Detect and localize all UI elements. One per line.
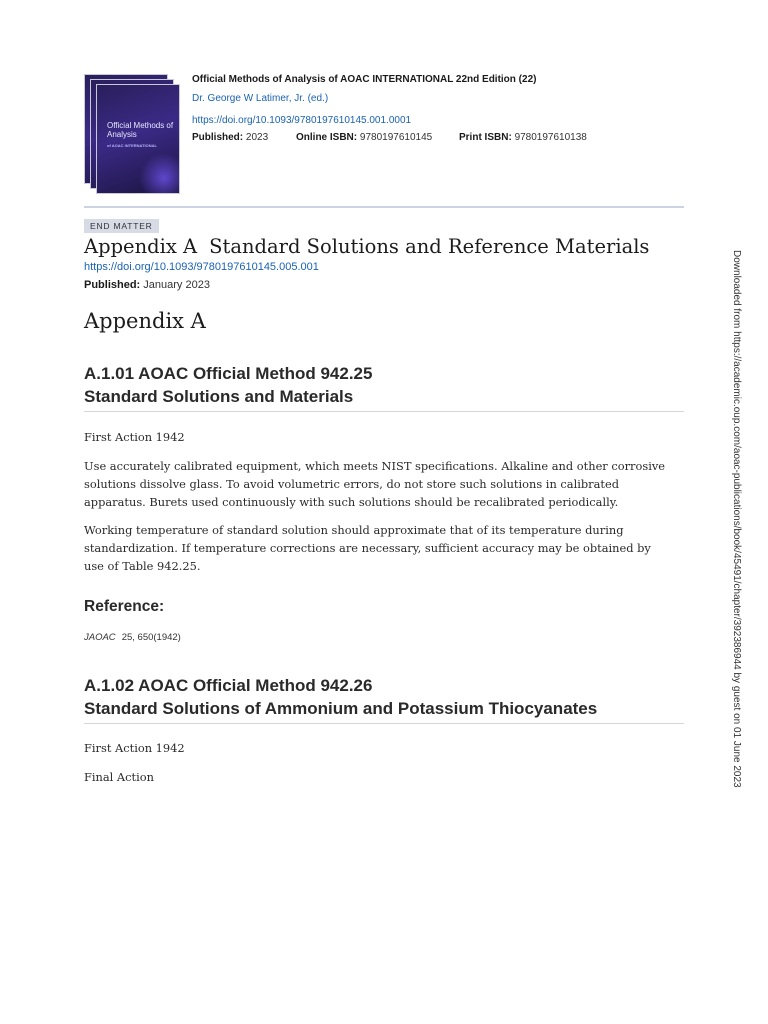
chapter-label: Appendix A <box>84 235 198 258</box>
book-header <box>84 72 684 190</box>
header-divider <box>84 206 684 208</box>
method-942-26-divider <box>84 723 684 724</box>
book-published <box>192 131 296 145</box>
online-isbn <box>296 131 459 145</box>
method-942-26-title: Standard Solutions of Ammonium and Potassium Thiocyanates <box>84 699 598 718</box>
book-publication-info <box>192 131 587 145</box>
method-942-26-first-action: First Action 1942 <box>84 741 185 755</box>
print-isbn-value: 9780197610138 <box>514 132 587 143</box>
online-isbn-value: 9780197610145 <box>359 132 433 143</box>
chapter-published <box>84 279 210 291</box>
method-942-25-number: A.1.01 AOAC Official Method 942.25 <box>84 364 373 383</box>
method-942-25-divider <box>84 411 684 412</box>
chapter-title <box>84 233 649 261</box>
section-badge: END MATTER <box>84 219 159 233</box>
published-label: Published: <box>192 132 244 143</box>
reference-heading: Reference: <box>84 598 165 615</box>
download-watermark-text: Downloaded from https://academic.oup.com/aoac-publications/book/45491/chapter/392386944 by guest on 01 June 2023 <box>731 250 742 788</box>
method-942-26-heading <box>84 674 597 720</box>
reference-details: 25, 650(1942) <box>121 632 181 643</box>
chapter-title-text: Standard Solutions and Reference Materials <box>209 235 650 258</box>
method-942-26-number: A.1.02 AOAC Official Method 942.26 <box>84 676 373 695</box>
cover-title: Official Methods of Analysis <box>107 121 174 139</box>
book-doi-link[interactable]: https://doi.org/10.1093/9780197610145.001.0001 <box>192 115 412 126</box>
published-value: 2023 <box>245 132 269 143</box>
cover-subtitle: of AOAC INTERNATIONAL <box>107 143 157 148</box>
cover-front <box>96 84 180 194</box>
book-metadata <box>192 72 587 145</box>
print-isbn <box>459 131 587 145</box>
online-isbn-label: Online ISBN: <box>296 132 358 143</box>
method-942-25-title: Standard Solutions and Materials <box>84 387 354 406</box>
reference-journal: JAOAC <box>84 632 116 643</box>
appendix-heading: Appendix A <box>84 309 206 333</box>
chapter-published-label: Published: <box>84 279 141 291</box>
method-942-25-paragraph-2: Working temperature of standard solution should approximate that of its temperature during standardization. If temperature corrections are necessary, sufficient accuracy may be obtained by use of Table 942.25. <box>84 523 651 573</box>
cover-glow <box>139 153 180 194</box>
book-cover-image[interactable] <box>84 74 180 190</box>
chapter-doi-link[interactable]: https://doi.org/10.1093/9780197610145.005.001 <box>84 261 319 273</box>
method-942-25-heading <box>84 362 372 408</box>
download-watermark <box>731 250 743 788</box>
book-editor-link[interactable]: Dr. George W Latimer, Jr. (ed.) <box>192 93 329 104</box>
chapter-published-value: January 2023 <box>143 279 210 291</box>
book-title-link[interactable]: Official Methods of Analysis of AOAC INTERNATIONAL 22nd Edition (22) <box>192 74 537 85</box>
reference-citation <box>84 632 181 643</box>
print-isbn-label: Print ISBN: <box>459 132 512 143</box>
method-942-26-final-action: Final Action <box>84 770 154 784</box>
method-942-25-paragraph-1: Use accurately calibrated equipment, which meets NIST specifications. Alkaline and other corrosive solutions dissolve glass. To avoid volumetric errors, do not store such solutions in calibrated apparatus. Burets used continuously with such solutions should be recalibrated periodically. <box>84 459 666 509</box>
method-942-25-first-action: First Action 1942 <box>84 430 185 444</box>
